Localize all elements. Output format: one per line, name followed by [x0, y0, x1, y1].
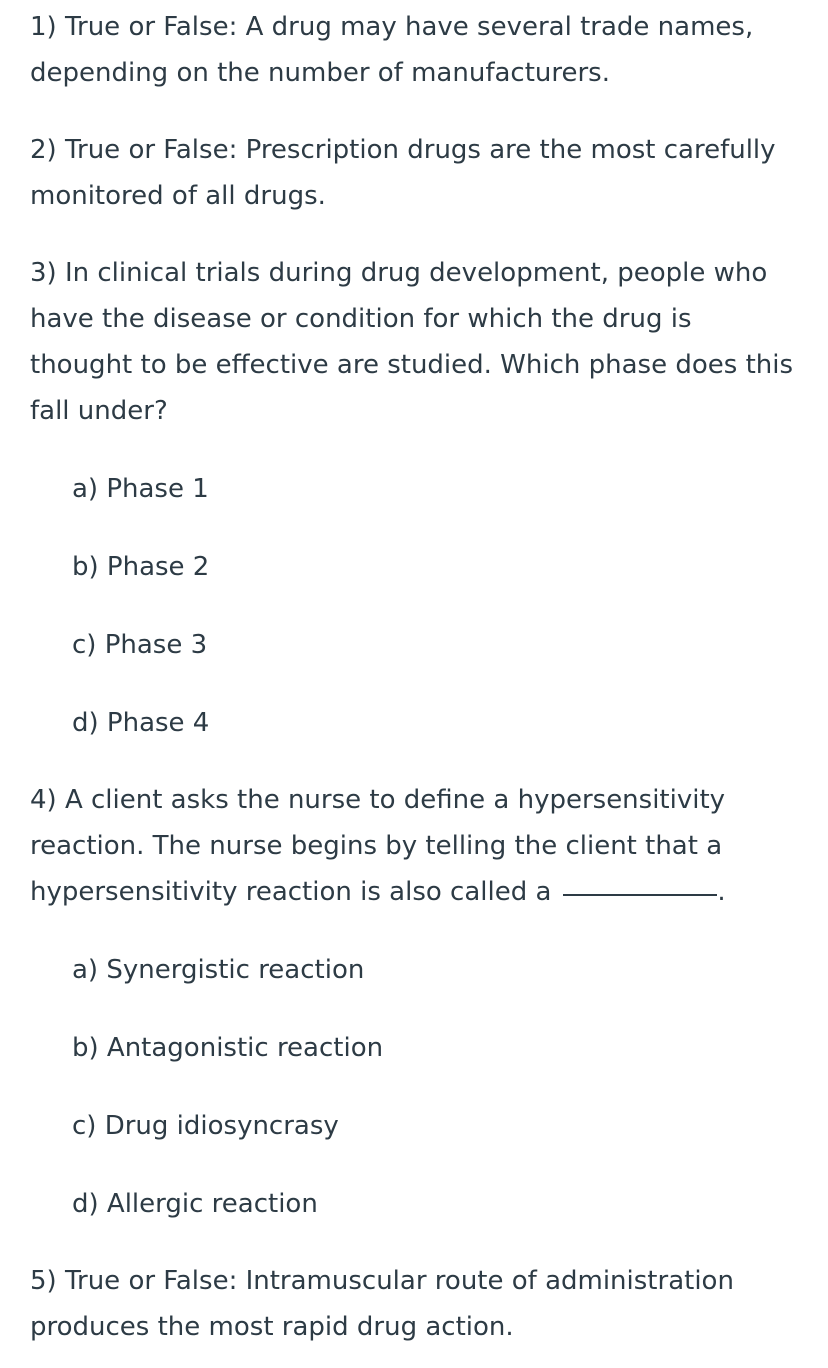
question-4-option-b[interactable]: b) Antagonistic reaction: [72, 1033, 384, 1063]
answer-blank: [563, 893, 717, 896]
question-5: 5) True or False: Intramuscular route of administration produces the most rapid drug action.: [30, 1266, 734, 1342]
question-4-option-a[interactable]: a) Synergistic reaction: [72, 955, 365, 985]
question-3-options: [30, 466, 798, 746]
question-3-option-d[interactable]: d) Phase 4: [72, 708, 210, 738]
question-3-option-b[interactable]: b) Phase 2: [72, 552, 210, 582]
question-4-option-c[interactable]: c) Drug idiosyncrasy: [72, 1111, 339, 1141]
question-4-option-d[interactable]: d) Allergic reaction: [72, 1189, 318, 1219]
question-4-options: [30, 947, 798, 1227]
question-3: 3) In clinical trials during drug development, people who have the disease or condition for which the drug is thought to be effective are studied. Which phase does this fall under?: [30, 258, 794, 426]
question-1: 1) True or False: A drug may have several trade names, depending on the number of manufacturers.: [30, 12, 754, 88]
question-4: [30, 777, 798, 915]
question-3-option-a[interactable]: a) Phase 1: [72, 474, 209, 504]
blank-period: .: [717, 877, 726, 907]
question-3-option-c[interactable]: c) Phase 3: [72, 630, 208, 660]
question-4-text: 4) A client asks the nurse to define a hypersensitivity reaction. The nurse begins by telling the client that a hypersensitivity reaction is also called a: [30, 785, 726, 907]
question-2: 2) True or False: Prescription drugs are the most carefully monitored of all drugs.: [30, 135, 776, 211]
